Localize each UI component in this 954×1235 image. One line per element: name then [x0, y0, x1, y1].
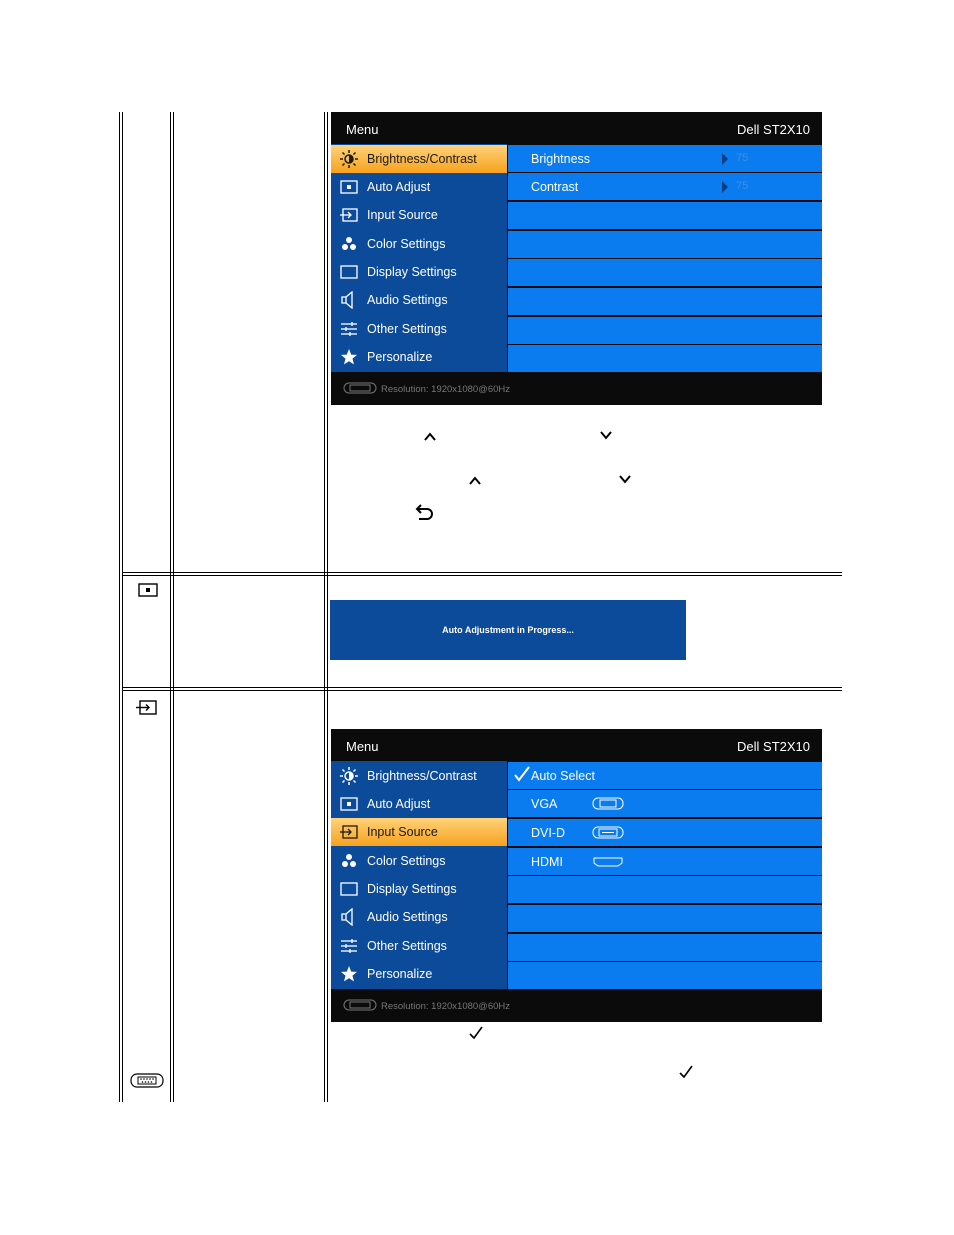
submenu-row-label: VGA: [531, 797, 558, 811]
menu-item-personalize[interactable]: [331, 960, 507, 988]
table-border: [173, 112, 174, 1102]
menu-item-input-source[interactable]: [331, 201, 507, 229]
osd-menu-title: Menu: [346, 122, 379, 137]
menu-item-label: Input Source: [367, 208, 438, 222]
table-border: [122, 572, 842, 573]
vga-connector-icon: [343, 382, 377, 397]
submenu-row-label: HDMI: [531, 855, 563, 869]
menu-item-label: Auto Adjust: [367, 797, 431, 811]
menu-item-other-settings[interactable]: [331, 315, 507, 343]
submenu-row-value: 75: [736, 180, 749, 192]
brightness-icon: [340, 768, 358, 784]
menu-item-audio-settings[interactable]: [331, 903, 507, 931]
osd-model: Dell ST2X10: [737, 739, 810, 754]
submenu-row-empty: [508, 962, 822, 989]
auto-adjust-progress-text: Auto Adjustment in Progress...: [442, 625, 574, 635]
menu-item-label: Color Settings: [367, 237, 446, 251]
table-border: [122, 687, 842, 688]
menu-item-label: Auto Adjust: [367, 180, 431, 194]
osd-footer: [331, 989, 822, 1022]
submenu-row-contrast[interactable]: [508, 173, 822, 200]
submenu-row-empty: [508, 905, 822, 932]
osd-brightness-contrast: [331, 112, 822, 405]
osd-resolution: Resolution: 1920x1080@60Hz: [381, 384, 511, 395]
submenu-row-label: Contrast: [531, 180, 579, 194]
checkmark-icon: [469, 1026, 483, 1040]
osd-input-source: [331, 729, 822, 1022]
submenu-row-empty: [508, 934, 822, 961]
submenu-row-empty: [508, 259, 822, 286]
table-border: [324, 112, 325, 1102]
menu-item-input-source[interactable]: [331, 818, 507, 846]
osd-resolution: Resolution: 1920x1080@60Hz: [381, 1001, 511, 1012]
down-arrow-icon: [599, 430, 613, 440]
menu-item-brightness-contrast[interactable]: [331, 145, 507, 173]
color-settings-icon: [340, 853, 358, 869]
submenu-row-label: Brightness: [531, 152, 591, 166]
submenu-row-auto-select[interactable]: [508, 762, 822, 789]
display-settings-icon: [340, 264, 358, 280]
menu-item-label: Input Source: [367, 825, 438, 839]
menu-item-label: Audio Settings: [367, 910, 448, 924]
submenu-row-empty: [508, 231, 822, 258]
osd-menu-list: [331, 144, 507, 372]
menu-item-auto-adjust[interactable]: [331, 790, 507, 818]
dvi-port-icon: [592, 826, 624, 842]
osd-submenu: [508, 761, 822, 989]
play-arrow-icon: [722, 153, 728, 165]
checkmark-icon: [513, 765, 531, 786]
menu-item-label: Brightness/Contrast: [367, 769, 477, 783]
submenu-row-empty: [508, 202, 822, 229]
brightness-icon: [340, 151, 358, 167]
menu-item-other-settings[interactable]: [331, 932, 507, 960]
vga-port-icon: [130, 1073, 164, 1088]
menu-item-label: Display Settings: [367, 265, 457, 279]
personalize-icon: [340, 966, 358, 982]
submenu-row-label: DVI-D: [531, 826, 566, 840]
down-arrow-icon: [618, 474, 632, 484]
audio-settings-icon: [340, 292, 358, 308]
table-border: [327, 112, 328, 1102]
menu-item-label: Audio Settings: [367, 293, 448, 307]
submenu-row-empty: [508, 345, 822, 372]
osd-submenu: [508, 144, 822, 372]
other-settings-icon: [340, 938, 358, 954]
osd-model: Dell ST2X10: [737, 122, 810, 137]
auto-adjust-icon: [138, 583, 158, 597]
vga-connector-icon: [343, 999, 377, 1014]
menu-item-personalize[interactable]: [331, 343, 507, 371]
vga-port-icon: [592, 797, 624, 813]
menu-item-label: Personalize: [367, 967, 433, 981]
osd-menu-title: Menu: [346, 739, 379, 754]
submenu-row-empty: [508, 876, 822, 903]
personalize-icon: [340, 349, 358, 365]
auto-adjust-icon: [340, 179, 358, 195]
table-border: [122, 575, 842, 576]
display-settings-icon: [340, 881, 358, 897]
hdmi-port-icon: [592, 855, 624, 871]
menu-item-label: Other Settings: [367, 322, 447, 336]
menu-item-audio-settings[interactable]: [331, 286, 507, 314]
submenu-row-dvi-d[interactable]: [508, 819, 822, 846]
submenu-row-value: 75: [736, 152, 749, 164]
input-source-icon: [340, 207, 358, 223]
osd-header: [331, 729, 822, 761]
submenu-row-empty: [508, 317, 822, 344]
auto-adjust-progress: [330, 600, 686, 660]
submenu-row-vga[interactable]: [508, 790, 822, 817]
table-border: [122, 690, 842, 691]
menu-item-label: Other Settings: [367, 939, 447, 953]
menu-item-auto-adjust[interactable]: [331, 173, 507, 201]
menu-item-label: Personalize: [367, 350, 433, 364]
menu-item-brightness-contrast[interactable]: [331, 762, 507, 790]
menu-item-display-settings[interactable]: [331, 875, 507, 903]
menu-item-label: Color Settings: [367, 854, 446, 868]
other-settings-icon: [340, 321, 358, 337]
osd-footer: [331, 372, 822, 405]
menu-item-label: Brightness/Contrast: [367, 152, 477, 166]
table-border: [170, 112, 171, 1102]
audio-settings-icon: [340, 909, 358, 925]
menu-item-color-settings[interactable]: [331, 847, 507, 875]
submenu-row-hdmi[interactable]: [508, 848, 822, 875]
play-arrow-icon: [722, 181, 728, 193]
color-settings-icon: [340, 236, 358, 252]
auto-adjust-icon: [340, 796, 358, 812]
up-arrow-icon: [468, 475, 482, 485]
checkmark-icon: [679, 1065, 693, 1079]
menu-item-label: Display Settings: [367, 882, 457, 896]
input-source-icon: [340, 824, 358, 840]
input-source-icon: [136, 700, 158, 715]
submenu-row-empty: [508, 288, 822, 315]
up-arrow-icon: [423, 431, 437, 441]
submenu-row-brightness[interactable]: [508, 145, 822, 172]
osd-menu-list: [331, 761, 507, 989]
menu-item-color-settings[interactable]: [331, 230, 507, 258]
table-border: [122, 112, 123, 1102]
osd-header: [331, 112, 822, 144]
submenu-row-label: Auto Select: [531, 769, 595, 783]
menu-item-display-settings[interactable]: [331, 258, 507, 286]
back-arrow-icon: [414, 504, 434, 522]
table-border: [119, 112, 120, 1102]
